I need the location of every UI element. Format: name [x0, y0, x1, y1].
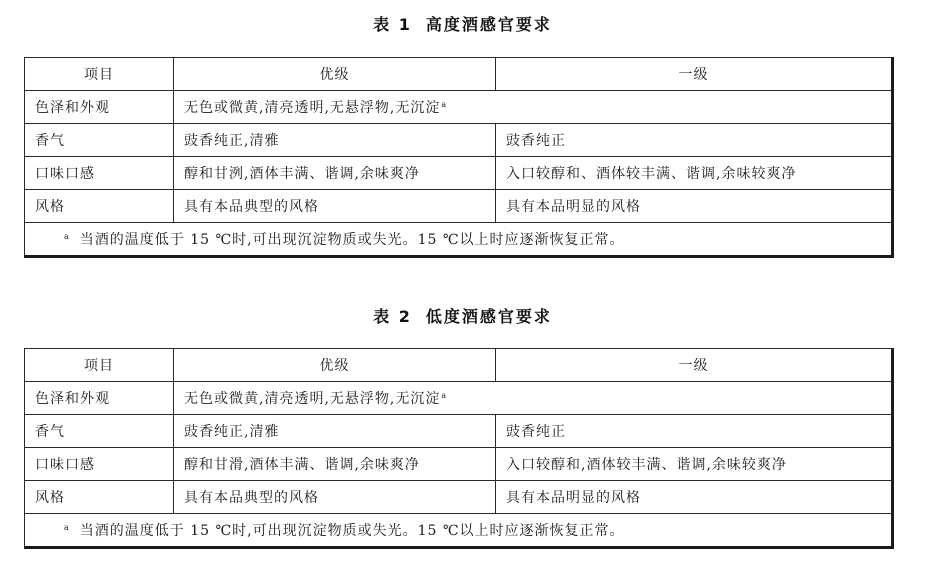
table-row	[25, 448, 893, 481]
row-premium: 具有本品典型的风格	[174, 190, 496, 223]
table-1-caption	[0, 12, 925, 35]
footnote-text: 当酒的温度低于 15 ℃时,可出现沉淀物质或失光。15 ℃以上时应逐渐恢复正常。	[79, 232, 625, 248]
row-item: 香气	[25, 415, 174, 448]
row-item: 口味口感	[25, 448, 174, 481]
table-1-number: 表 1	[373, 15, 412, 34]
footnote-marker: a	[441, 100, 448, 109]
row-first-grade: 豉香纯正	[496, 124, 893, 157]
table-row	[25, 382, 893, 415]
table-2-number: 表 2	[373, 307, 412, 326]
row-merged-value	[174, 91, 893, 124]
row-premium: 具有本品典型的风格	[174, 481, 496, 514]
header-item: 项目	[25, 58, 174, 91]
table-header-row	[25, 349, 893, 382]
table-row	[25, 190, 893, 223]
table-2-caption	[0, 304, 925, 327]
table-footnote-row	[25, 514, 893, 548]
header-first-grade: 一级	[496, 349, 893, 382]
header-premium: 优级	[174, 349, 496, 382]
row-first-grade: 入口较醇和,酒体较丰满、谐调,余味较爽净	[496, 448, 893, 481]
table-row	[25, 481, 893, 514]
row-premium: 豉香纯正,清雅	[174, 124, 496, 157]
footnote-text: 当酒的温度低于 15 ℃时,可出现沉淀物质或失光。15 ℃以上时应逐渐恢复正常。	[79, 523, 625, 539]
row-merged-value	[174, 382, 893, 415]
row-item: 香气	[25, 124, 174, 157]
table-row	[25, 415, 893, 448]
row-value-text: 无色或微黄,清亮透明,无悬浮物,无沉淀	[184, 100, 441, 116]
row-item: 色泽和外观	[25, 382, 174, 415]
table-1-high-proof-sensory	[24, 57, 894, 258]
header-premium: 优级	[174, 58, 496, 91]
footnote-marker: a	[64, 232, 70, 241]
row-first-grade: 豉香纯正	[496, 415, 893, 448]
header-first-grade: 一级	[496, 58, 893, 91]
row-item: 风格	[25, 481, 174, 514]
row-first-grade: 具有本品明显的风格	[496, 481, 893, 514]
table-row	[25, 91, 893, 124]
row-item: 风格	[25, 190, 174, 223]
footnote-marker: a	[441, 391, 448, 400]
row-item: 色泽和外观	[25, 91, 174, 124]
row-premium: 醇和甘滑,酒体丰满、谐调,余味爽净	[174, 448, 496, 481]
table-row	[25, 157, 893, 190]
header-item: 项目	[25, 349, 174, 382]
table-2-low-proof-sensory	[24, 348, 894, 549]
table-row	[25, 124, 893, 157]
footnote	[25, 223, 893, 257]
row-premium: 豉香纯正,清雅	[174, 415, 496, 448]
table-1-title: 高度酒感官要求	[425, 15, 552, 34]
row-first-grade: 具有本品明显的风格	[496, 190, 893, 223]
footnote	[25, 514, 893, 548]
row-item: 口味口感	[25, 157, 174, 190]
row-first-grade: 入口较醇和、酒体较丰满、谐调,余味较爽净	[496, 157, 893, 190]
row-premium: 醇和甘洌,酒体丰满、谐调,余味爽净	[174, 157, 496, 190]
table-footnote-row	[25, 223, 893, 257]
table-2-title: 低度酒感官要求	[425, 307, 552, 326]
table-header-row	[25, 58, 893, 91]
footnote-marker: a	[64, 523, 70, 532]
row-value-text: 无色或微黄,清亮透明,无悬浮物,无沉淀	[184, 391, 441, 407]
